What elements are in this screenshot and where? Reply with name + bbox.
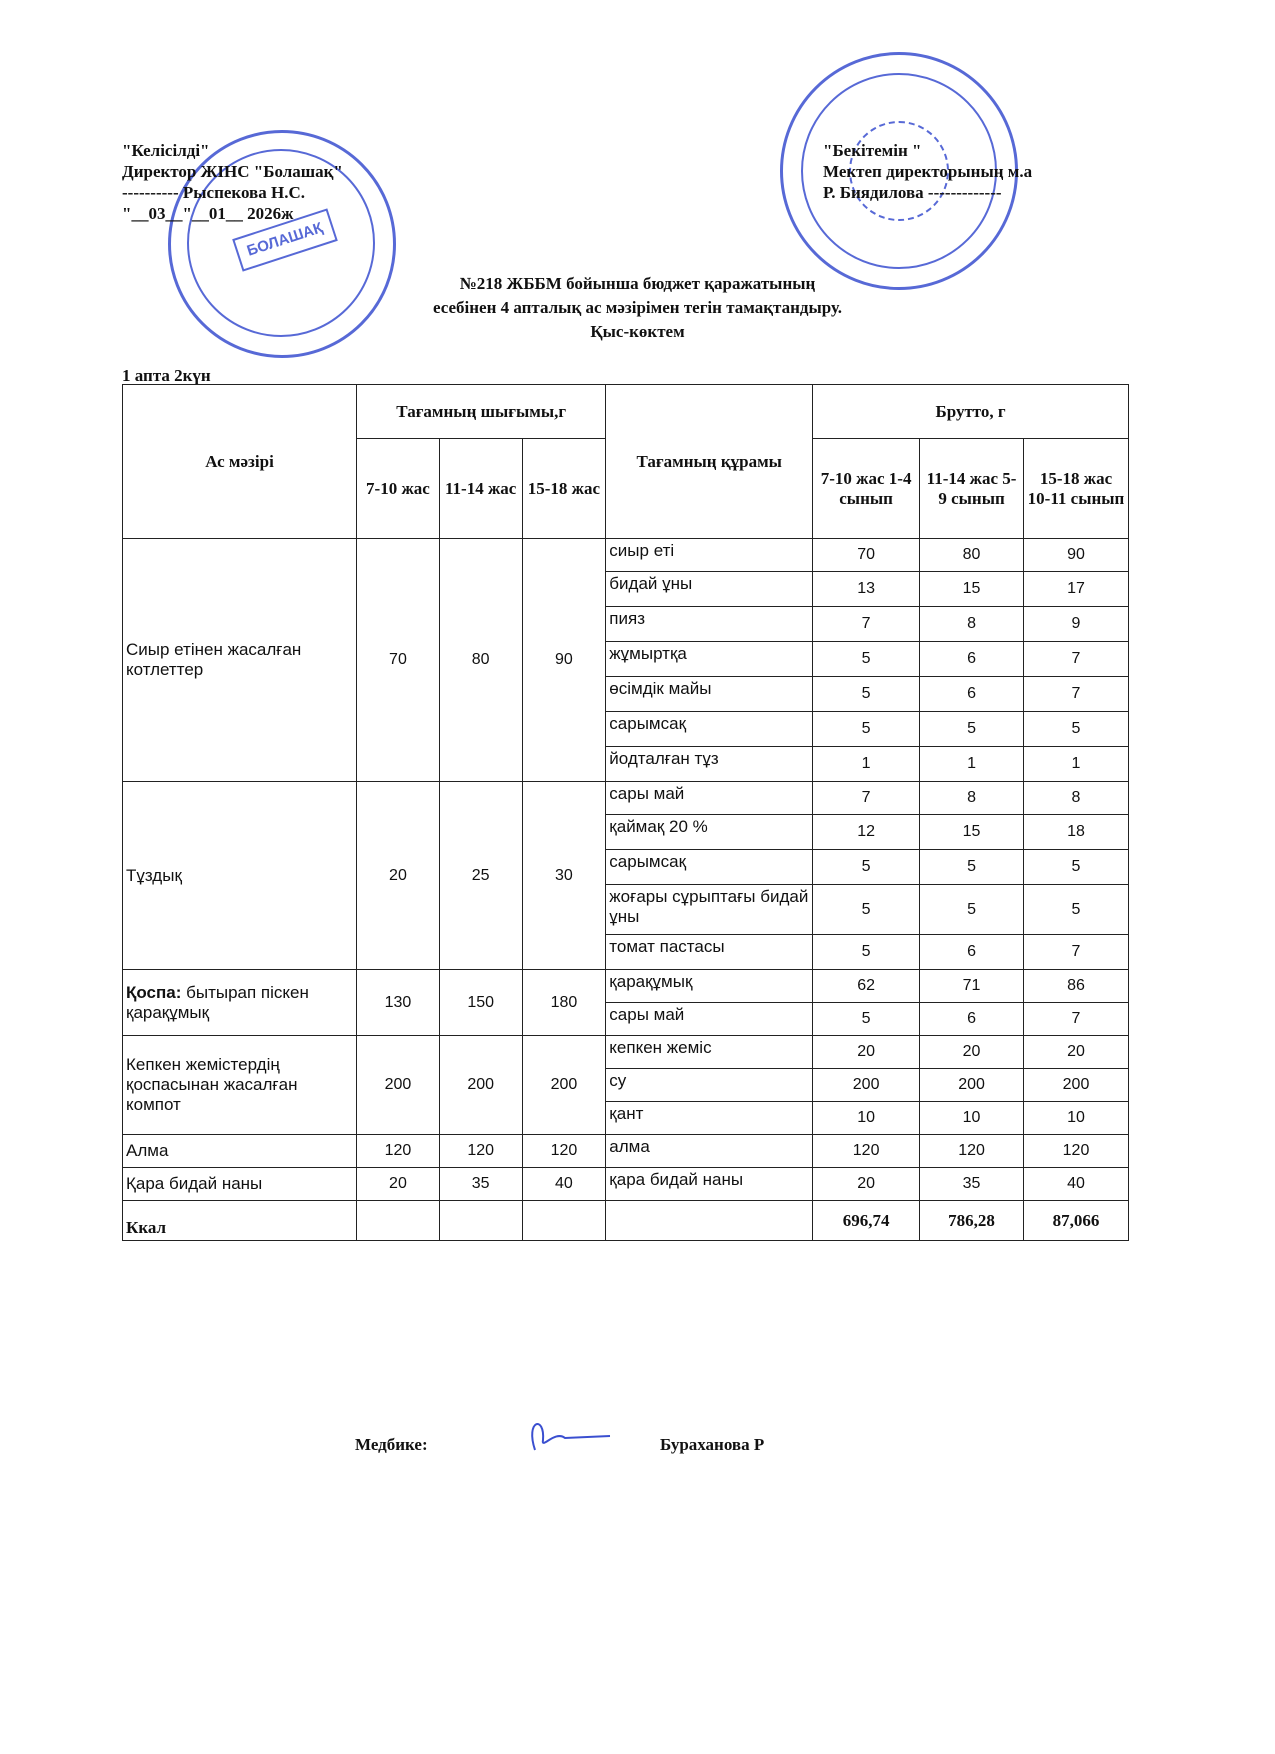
ingredient-brutto: 10 (1024, 1102, 1129, 1135)
dish-name (123, 782, 357, 970)
table-row (123, 539, 1129, 572)
header-brutto: Брутто, г (813, 385, 1129, 439)
ingredient-brutto: 8 (1024, 782, 1129, 815)
dish-name-text: Сиыр етінен жасалған котлеттер (126, 640, 302, 679)
header-output: Тағамның шығымы,г (357, 385, 606, 439)
dish-output: 200 (439, 1036, 522, 1135)
ingredient-name: сары май (606, 782, 813, 815)
dish-name-text: Алма (126, 1141, 169, 1160)
dish-output: 40 (522, 1168, 606, 1201)
header-composition: Тағамның құрамы (606, 385, 813, 539)
header-brutto-age: 11-14 жас 5-9 сынып (920, 439, 1024, 539)
ingredient-brutto: 5 (920, 850, 1024, 885)
ingredient-brutto: 200 (813, 1069, 920, 1102)
nurse-signature (515, 1410, 615, 1460)
ingredient-name: су (606, 1069, 813, 1102)
ingredient-name: сарымсақ (606, 850, 813, 885)
ingredient-brutto: 6 (920, 935, 1024, 970)
table-row (123, 782, 1129, 815)
menu-table (122, 384, 1129, 1241)
dish-name-text: бытырап піскен қарақұмық (126, 982, 309, 1022)
ingredient-brutto: 20 (813, 1036, 920, 1069)
dish-name-text: Тұздық (126, 865, 182, 885)
dish-output: 120 (357, 1135, 440, 1168)
approval-left-line2: Директор ЖІНС "Болашақ" (122, 162, 343, 181)
ingredient-brutto: 40 (1024, 1168, 1129, 1201)
approval-right-line1: "Бекітемін " (823, 141, 922, 160)
ingredient-brutto: 15 (920, 815, 1024, 850)
ingredient-brutto: 7 (1024, 677, 1129, 712)
ingredient-name: жоғары сұрыптағы бидай ұны (606, 885, 813, 935)
dish-name-text: Қара бидай наны (126, 1174, 263, 1193)
ingredient-brutto: 10 (813, 1102, 920, 1135)
title-line2: есебінен 4 апталық ас мәзірімен тегін тамақтандыру. (432, 298, 843, 317)
ingredient-brutto: 5 (1024, 885, 1129, 935)
ingredient-brutto: 5 (813, 935, 920, 970)
ingredient-name: бидай ұны (606, 572, 813, 607)
ingredient-brutto: 20 (813, 1168, 920, 1201)
ingredient-brutto: 1 (813, 747, 920, 782)
ingredient-brutto: 7 (813, 782, 920, 815)
ingredient-name: қаймақ 20 % (606, 815, 813, 850)
ingredient-brutto: 20 (920, 1036, 1024, 1069)
ingredient-brutto: 6 (920, 642, 1024, 677)
ingredient-name: жұмыртқа (606, 642, 813, 677)
kcal-value: 87,066 (1024, 1201, 1129, 1241)
ingredient-brutto: 5 (813, 885, 920, 935)
ingredient-name: өсімдік майы (606, 677, 813, 712)
header-brutto-age: 15-18 жас 10-11 сынып (1024, 439, 1129, 539)
ingredient-brutto: 13 (813, 572, 920, 607)
ingredient-brutto: 120 (1024, 1135, 1129, 1168)
ingredient-brutto: 8 (920, 607, 1024, 642)
dish-output: 120 (439, 1135, 522, 1168)
dish-output: 180 (522, 970, 606, 1036)
ingredient-brutto: 15 (920, 572, 1024, 607)
ingredient-brutto: 120 (920, 1135, 1024, 1168)
approval-left-block (122, 140, 343, 224)
ingredient-brutto: 20 (1024, 1036, 1129, 1069)
ingredient-name: қара бидай наны (606, 1168, 813, 1201)
header-output-age: 11-14 жас (439, 439, 522, 539)
ingredient-brutto: 1 (1024, 747, 1129, 782)
kcal-label: Ккал (123, 1201, 357, 1241)
ingredient-brutto: 90 (1024, 539, 1129, 572)
dish-output: 130 (357, 970, 440, 1036)
dish-output: 80 (439, 539, 522, 782)
empty-cell (357, 1201, 440, 1241)
kcal-row (123, 1201, 1129, 1241)
approval-right-line2: Мектеп директорының м.а (823, 162, 1033, 181)
ingredient-name: томат пастасы (606, 935, 813, 970)
dish-output: 20 (357, 782, 440, 970)
approval-right-block (823, 140, 1032, 203)
dish-output: 20 (357, 1168, 440, 1201)
approval-left-line3: ---------- Рыспекова Н.С. (122, 183, 305, 202)
ingredient-brutto: 12 (813, 815, 920, 850)
ingredient-brutto: 200 (920, 1069, 1024, 1102)
ingredient-brutto: 5 (813, 850, 920, 885)
dish-name (123, 970, 357, 1036)
ingredient-brutto: 7 (813, 607, 920, 642)
ingredient-brutto: 70 (813, 539, 920, 572)
ingredient-brutto: 5 (920, 712, 1024, 747)
ingredient-name: пияз (606, 607, 813, 642)
ingredient-brutto: 35 (920, 1168, 1024, 1201)
ingredient-brutto: 86 (1024, 970, 1129, 1003)
ingredient-brutto: 5 (1024, 712, 1129, 747)
dish-output: 30 (522, 782, 606, 970)
ingredient-name: сиыр еті (606, 539, 813, 572)
table-row (123, 1168, 1129, 1201)
ingredient-name: йодталған тұз (606, 747, 813, 782)
dish-output: 150 (439, 970, 522, 1036)
approval-right-line3: Р. Биядилова ------------- (823, 183, 1002, 202)
ingredient-name: қант (606, 1102, 813, 1135)
ingredient-brutto: 7 (1024, 935, 1129, 970)
dish-output: 90 (522, 539, 606, 782)
dish-name (123, 1135, 357, 1168)
ingredient-name: сарымсақ (606, 712, 813, 747)
dish-output: 200 (357, 1036, 440, 1135)
stamp-left-label: БОЛАШАҚ (232, 208, 338, 271)
ingredient-brutto: 5 (813, 1003, 920, 1036)
ingredient-brutto: 7 (1024, 642, 1129, 677)
dish-output: 120 (522, 1135, 606, 1168)
ingredient-brutto: 5 (1024, 850, 1129, 885)
header-menu: Ас мәзірі (123, 385, 357, 539)
ingredient-brutto: 5 (813, 712, 920, 747)
ingredient-brutto: 120 (813, 1135, 920, 1168)
ingredient-brutto: 6 (920, 677, 1024, 712)
ingredient-brutto: 17 (1024, 572, 1129, 607)
kcal-value: 786,28 (920, 1201, 1024, 1241)
approval-left-line1: "Келісілді" (122, 141, 210, 160)
header-output-age: 7-10 жас (357, 439, 440, 539)
ingredient-name: сары май (606, 1003, 813, 1036)
document-title (0, 272, 1275, 344)
nurse-name: Бураханова Р (660, 1435, 765, 1454)
ingredient-brutto: 200 (1024, 1069, 1129, 1102)
ingredient-brutto: 9 (1024, 607, 1129, 642)
dish-output: 200 (522, 1036, 606, 1135)
ingredient-name: кепкен жеміс (606, 1036, 813, 1069)
empty-cell (522, 1201, 606, 1241)
empty-cell (439, 1201, 522, 1241)
title-line3: Қыс-көктем (590, 322, 685, 341)
dish-name (123, 539, 357, 782)
week-label: 1 апта 2күн (122, 366, 211, 385)
ingredient-brutto: 6 (920, 1003, 1024, 1036)
ingredient-brutto: 10 (920, 1102, 1024, 1135)
empty-cell (606, 1201, 813, 1241)
table-row (123, 1036, 1129, 1069)
ingredient-brutto: 18 (1024, 815, 1129, 850)
ingredient-brutto: 5 (920, 885, 1024, 935)
dish-name (123, 1036, 357, 1135)
header-brutto-age: 7-10 жас 1-4 сынып (813, 439, 920, 539)
header-output-age: 15-18 жас (522, 439, 606, 539)
dish-name-prefix: Қоспа: (126, 982, 182, 1002)
ingredient-brutto: 7 (1024, 1003, 1129, 1036)
dish-output: 70 (357, 539, 440, 782)
dish-name-text: Кепкен жемістердің қоспасынан жасалған компот (126, 1055, 298, 1114)
dish-output: 25 (439, 782, 522, 970)
table-row (123, 1135, 1129, 1168)
title-line1: №218 ЖББМ бойынша бюджет қаражатының (459, 274, 816, 293)
ingredient-brutto: 80 (920, 539, 1024, 572)
ingredient-brutto: 1 (920, 747, 1024, 782)
approval-left-date: "__03__"__01__ 2026ж (122, 204, 294, 223)
ingredient-brutto: 71 (920, 970, 1024, 1003)
ingredient-name: қарақұмық (606, 970, 813, 1003)
table-row (123, 970, 1129, 1003)
ingredient-brutto: 5 (813, 677, 920, 712)
ingredient-brutto: 8 (920, 782, 1024, 815)
nurse-label: Медбике: (355, 1435, 428, 1454)
dish-output: 35 (439, 1168, 522, 1201)
ingredient-brutto: 5 (813, 642, 920, 677)
ingredient-name: алма (606, 1135, 813, 1168)
ingredient-brutto: 62 (813, 970, 920, 1003)
kcal-value: 696,74 (813, 1201, 920, 1241)
dish-name (123, 1168, 357, 1201)
